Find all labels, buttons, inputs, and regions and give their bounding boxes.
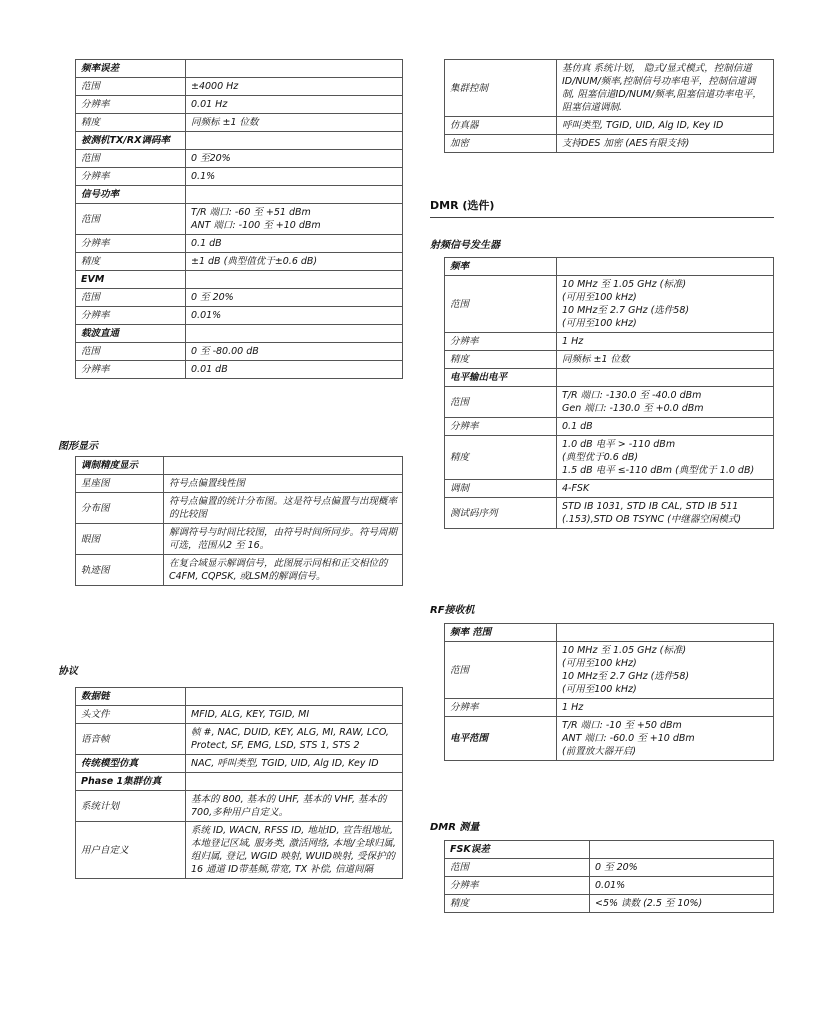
row-label: 范围 [445, 387, 557, 418]
table-row [76, 475, 403, 493]
row-label: 仿真器 [445, 117, 557, 135]
row-label: 范围 [76, 150, 186, 168]
empty-cell [186, 186, 403, 204]
protocol-table [75, 687, 403, 879]
row-value: 在复合域显示解调信号，此图展示同相和正交相位的C4FM, CQPSK, 或LSM的解调信号。 [164, 555, 403, 586]
row-value: NAC, 呼叫类型, TGID, UID, Alg ID, Key ID [186, 755, 403, 773]
row-label: 范围 [445, 859, 590, 877]
row-value: 1 Hz [557, 333, 774, 351]
empty-cell [557, 258, 774, 276]
row-value: 0 至 -80.00 dB [186, 343, 403, 361]
row-label: 集群控制 [445, 60, 557, 117]
row-value: 0.1% [186, 168, 403, 186]
row-value: T/R 端口: -60 至 +51 dBm ANT 端口: -100 至 +10 dBm [186, 204, 403, 235]
section-label: Phase 1集群仿真 [76, 773, 186, 791]
protocol-heading: 协议 [58, 666, 78, 677]
frequency-error-table [75, 59, 403, 379]
row-label: 范围 [76, 343, 186, 361]
table-row [445, 276, 774, 333]
table-row [76, 289, 403, 307]
section-row [445, 258, 774, 276]
section-label: 被测机TX/RX调码率 [76, 132, 186, 150]
dmr-heading: DMR (选件) [430, 199, 495, 212]
section-row [445, 624, 774, 642]
row-label: 分辨率 [445, 333, 557, 351]
section-label: FSK误差 [445, 841, 590, 859]
row-label: 电平范围 [445, 717, 557, 761]
section-label: EVM [76, 271, 186, 289]
section-row [76, 60, 403, 78]
section-row [76, 688, 403, 706]
row-value: 0 至20% [186, 150, 403, 168]
row-label: 范围 [76, 78, 186, 96]
row-label: 分辨率 [445, 877, 590, 895]
row-label: 精度 [445, 436, 557, 480]
trunking-table [444, 59, 774, 153]
empty-cell [186, 132, 403, 150]
row-label: 系统计划 [76, 791, 186, 822]
row-value: 解调符号与时间比较图，由符号时间所同步。符号周期可选，范围从2 至 16。 [164, 524, 403, 555]
row-label: 语音帧 [76, 724, 186, 755]
row-label: 加密 [445, 135, 557, 153]
row-value: 4-FSK [557, 480, 774, 498]
row-label: 分辨率 [445, 699, 557, 717]
section-row [76, 186, 403, 204]
table-row [76, 150, 403, 168]
row-value: 0.01% [186, 307, 403, 325]
row-value: 1.0 dB 电平 > -110 dBm (典型优于0.6 dB) 1.5 dB 电平 ≤-110 dBm (典型优于 1.0 dB) [557, 436, 774, 480]
table-row [445, 387, 774, 418]
empty-cell [557, 369, 774, 387]
dmr-measurement-table [444, 840, 774, 913]
row-label: 分辨率 [76, 307, 186, 325]
table-row [445, 498, 774, 529]
row-label: 精度 [76, 114, 186, 132]
row-label: 测试码序列 [445, 498, 557, 529]
section-label: 数据链 [76, 688, 186, 706]
table-row [445, 436, 774, 480]
empty-cell [164, 457, 403, 475]
section-label: 频率 范围 [445, 624, 557, 642]
row-value: 帧 #, NAC, DUID, KEY, ALG, MI, RAW, LCO, Protect, SF, EMG, LSD, STS 1, STS 2 [186, 724, 403, 755]
row-label: 范围 [76, 204, 186, 235]
table-row [76, 706, 403, 724]
section-label: 信号功率 [76, 186, 186, 204]
row-value: 0 至 20% [590, 859, 774, 877]
table-row [76, 724, 403, 755]
graphics-heading: 图形显示 [58, 441, 98, 452]
table-row [445, 699, 774, 717]
section-label: 频率 [445, 258, 557, 276]
empty-cell [186, 60, 403, 78]
row-label: 分辨率 [445, 418, 557, 436]
table-row [76, 791, 403, 822]
graphics-display-table [75, 456, 403, 586]
section-row [76, 271, 403, 289]
dmr-measurement-heading: DMR 测量 [430, 822, 480, 833]
empty-cell [590, 841, 774, 859]
section-row [76, 325, 403, 343]
table-row [76, 822, 403, 879]
row-label: 眼图 [76, 524, 164, 555]
table-row [445, 859, 774, 877]
row-value: STD IB 1031, STD IB CAL, STD IB 511 (.153),STD OB TSYNC (中继器空闲模式) [557, 498, 774, 529]
table-row [445, 333, 774, 351]
row-value: 符号点偏置线性图 [164, 475, 403, 493]
row-label: 精度 [76, 253, 186, 271]
section-row [76, 773, 403, 791]
dmr-heading-rule [430, 217, 774, 218]
table-row [76, 78, 403, 96]
row-value: 10 MHz 至 1.05 GHz (标准) (可用至100 kHz) 10 MHz至 2.7 GHz (选件58) (可用至100 kHz) [557, 276, 774, 333]
row-value: 符号点偏置的统计分布图。这是符号点偏置与出现概率的比较图 [164, 493, 403, 524]
table-row [76, 114, 403, 132]
table-row [445, 642, 774, 699]
table-row [76, 307, 403, 325]
row-value: 0.01 dB [186, 361, 403, 379]
row-label: 分辨率 [76, 96, 186, 114]
table-row [445, 351, 774, 369]
row-value: 基仿真 系统计划， 隐式/显式模式，控制信道 ID/NUM/频率,控制信号功率电平，控制信道调制, 阻塞信道ID/NUM/频率,阻塞信道功率电平，阻塞信道调制. [557, 60, 774, 117]
row-label: 分辨率 [76, 361, 186, 379]
row-label: 传统模型仿真 [76, 755, 186, 773]
row-value: 0.1 dB [557, 418, 774, 436]
row-value: 1 Hz [557, 699, 774, 717]
section-row [445, 841, 774, 859]
row-label: 精度 [445, 351, 557, 369]
row-label: 星座图 [76, 475, 164, 493]
row-value: 系统 ID, WACN, RFSS ID, 地址ID, 宣告组地址, 本地登记区域, 服务类, 激活网络, 本地/全球归属, 组归属, 登记, WGID 映射, WUID映射, 受保护的16 通道 ID带基频,带宽, TX 补偿, 信道间隔 [186, 822, 403, 879]
section-label: 载波直通 [76, 325, 186, 343]
row-value: ±1 dB (典型值优于±0.6 dB) [186, 253, 403, 271]
row-value: T/R 端口: -10 至 +50 dBm ANT 端口: -60.0 至 +10 dBm (前置放大器开启) [557, 717, 774, 761]
row-value: 同频标 ±1 位数 [557, 351, 774, 369]
table-row [76, 235, 403, 253]
row-label: 调制 [445, 480, 557, 498]
row-label: 分辨率 [76, 168, 186, 186]
table-row [76, 361, 403, 379]
table-row [76, 253, 403, 271]
row-label: 精度 [445, 895, 590, 913]
section-row [76, 457, 403, 475]
table-row [445, 895, 774, 913]
row-label: 范围 [76, 289, 186, 307]
table-row [76, 96, 403, 114]
rf-receiver-heading: RF接收机 [430, 605, 475, 616]
section-row [76, 132, 403, 150]
section-label: 电平输出电平 [445, 369, 557, 387]
table-row [445, 480, 774, 498]
row-value: 0 至 20% [186, 289, 403, 307]
row-value: 支持DES 加密 (AES有限支持) [557, 135, 774, 153]
table-row [76, 168, 403, 186]
row-value: 10 MHz 至 1.05 GHz (标准) (可用至100 kHz) 10 MHz至 2.7 GHz (选件58) (可用至100 kHz) [557, 642, 774, 699]
section-row [445, 369, 774, 387]
rf-generator-heading: 射频信号发生器 [430, 240, 500, 251]
table-row [445, 717, 774, 761]
row-value: 0.01% [590, 877, 774, 895]
row-value: T/R 端口: -130.0 至 -40.0 dBm Gen 端口: -130.0 至 +0.0 dBm [557, 387, 774, 418]
row-label: 分辨率 [76, 235, 186, 253]
table-row [445, 60, 774, 117]
table-row [445, 877, 774, 895]
row-label: 轨迹图 [76, 555, 164, 586]
rf-receiver-table [444, 623, 774, 761]
row-label: 用户自定义 [76, 822, 186, 879]
row-label: 头文件 [76, 706, 186, 724]
table-row [445, 117, 774, 135]
row-value: 0.1 dB [186, 235, 403, 253]
row-label: 范围 [445, 642, 557, 699]
empty-cell [557, 624, 774, 642]
table-row [76, 524, 403, 555]
table-row [76, 555, 403, 586]
table-row [76, 343, 403, 361]
row-value: 0.01 Hz [186, 96, 403, 114]
row-label: 范围 [445, 276, 557, 333]
row-value: 呼叫类型, TGID, UID, Alg ID, Key ID [557, 117, 774, 135]
empty-cell [186, 325, 403, 343]
row-value: MFID, ALG, KEY, TGID, MI [186, 706, 403, 724]
table-row [445, 135, 774, 153]
table-row [76, 493, 403, 524]
row-value: 同频标 ±1 位数 [186, 114, 403, 132]
row-label: 分布图 [76, 493, 164, 524]
section-row [76, 755, 403, 773]
table-row [76, 204, 403, 235]
empty-cell [186, 271, 403, 289]
section-label: 频率误差 [76, 60, 186, 78]
rf-generator-table [444, 257, 774, 529]
section-label: 调制精度显示 [76, 457, 164, 475]
row-value: <5% 读数 (2.5 至 10%) [590, 895, 774, 913]
row-value: 基本的 800, 基本的 UHF, 基本的 VHF, 基本的700,多种用户自定义。 [186, 791, 403, 822]
empty-cell [186, 773, 403, 791]
empty-cell [186, 688, 403, 706]
table-row [445, 418, 774, 436]
row-value: ±4000 Hz [186, 78, 403, 96]
